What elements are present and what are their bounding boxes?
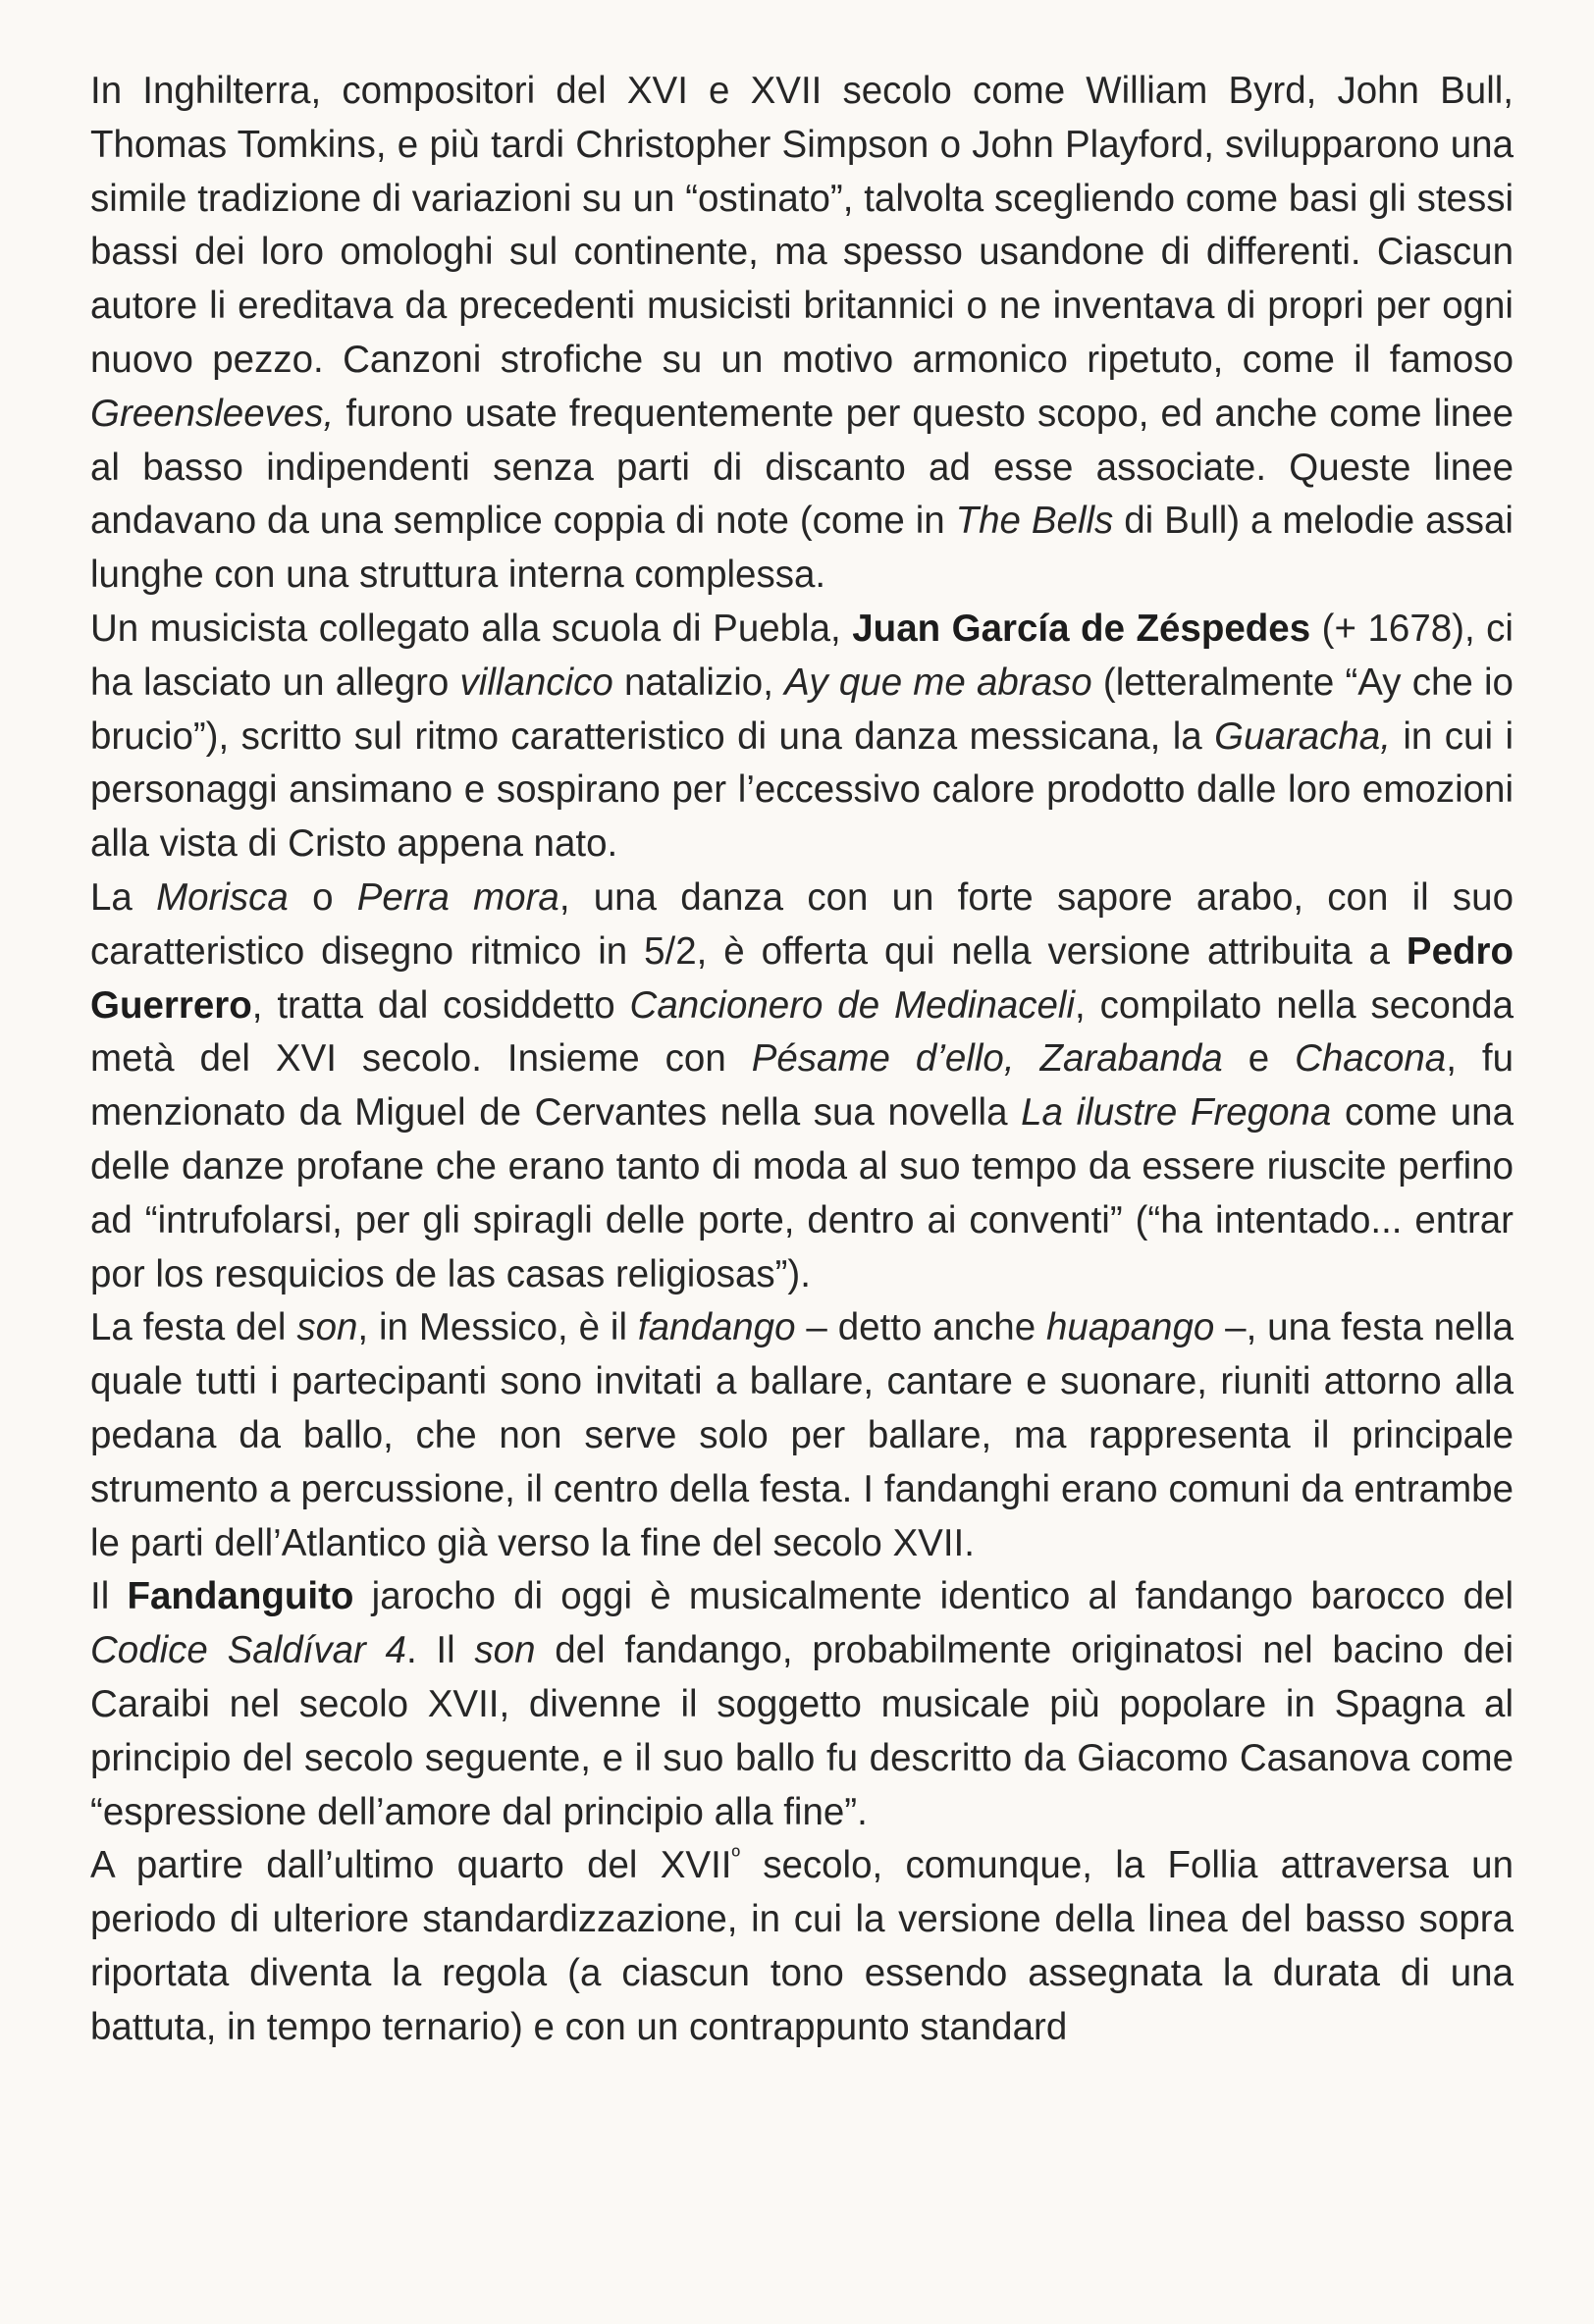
text-run: , tratta dal cosiddetto xyxy=(251,983,630,1027)
text-run: , fu menzionato da Miguel de Cervantes nella sua novella xyxy=(90,1037,1514,1135)
italic-title: Guaracha, xyxy=(1214,714,1391,758)
text-run: La xyxy=(90,875,157,919)
text-run: La festa del xyxy=(90,1306,297,1349)
text-run: A partire dall’ultimo quarto del XVII xyxy=(90,1844,732,1887)
text-run: Un musicista collegato alla scuola di Puebla, xyxy=(90,607,853,650)
text-run: furono usate frequentemente per questo scopo, ed anche come linee al basso indipendenti senza parti di discanto ad esse associate. Queste linee andavano da una semplice coppia di note (come in xyxy=(90,392,1514,543)
paragraph-morisca xyxy=(90,872,1514,1301)
italic-title: Greensleeves, xyxy=(90,392,335,435)
text-run: secolo, comunque, la Follia attraversa un periodo di ulteriore standardizzazione, in cui la versione della linea del basso sopra riportata diventa la regola (a ciascun tono essendo assegnata la durata di una battuta, in tempo ternario) e con un contrappunto standard xyxy=(90,1844,1514,2048)
text-run: – detto anche xyxy=(795,1306,1046,1349)
italic-title: Cancionero de Medinaceli xyxy=(629,983,1076,1027)
italic-title: villancico xyxy=(459,660,613,704)
text-run: , compilato nella seconda metà del XVI secolo. Insieme con xyxy=(90,983,1514,1081)
text-run: in cui i personaggi ansimano e sospirano per l’eccessivo calore prodotto dalle loro emozioni alla vista di Cristo appena nato. xyxy=(90,714,1514,866)
italic-title: Morisca xyxy=(156,875,289,919)
text-run: . Il xyxy=(405,1629,475,1672)
italic-title: La ilustre Fregona xyxy=(1021,1091,1332,1135)
italic-title: Chacona xyxy=(1295,1037,1447,1081)
document-body xyxy=(90,65,1514,2054)
paragraph-son-fandango xyxy=(90,1301,1514,1570)
paragraph-follia xyxy=(90,1839,1514,2054)
paragraph-fandanguito xyxy=(90,1570,1514,1839)
italic-title: Perra mora xyxy=(356,875,559,919)
text-run: come una delle danze profane che erano tanto di moda al suo tempo da essere riuscite perfino ad “intrufolarsi, per gli spiragli delle porte, dentro ai conventi” (“ha intentado... entrar por los resquicios de las casas religiosas”). xyxy=(90,1091,1514,1295)
bold-name: Pedro Guerrero xyxy=(90,929,1514,1027)
italic-title: fandango xyxy=(637,1306,796,1349)
italic-title: Pésame d’ello, Zarabanda xyxy=(751,1037,1223,1081)
superscript-ordinal: º xyxy=(731,1843,740,1870)
italic-title: son xyxy=(474,1629,536,1672)
text-run: e xyxy=(1222,1037,1296,1081)
text-run: o xyxy=(288,875,357,919)
italic-title: Codice Saldívar 4 xyxy=(90,1629,406,1672)
text-run: –, una festa nella quale tutti i partecipanti sono invitati a ballare, cantare e suonare, riuniti attorno alla pedana da ballo, che non serve solo per ballare, ma rappresenta il principale strumento a percussione, il centro della festa. I fandanghi erano comuni da entrambe le parti dell’Atlantico già verso la fine del secolo XVII. xyxy=(90,1306,1514,1564)
text-run: In Inghilterra, compositori del XVI e XVII secolo come William Byrd, John Bull, Thomas Tomkins, e più tardi Christopher Simpson o John Playford, svilupparono una simile tradizione di variazioni su un “ostinato”, talvolta scegliendo come basi gli stessi bassi dei loro omologhi sul continente, ma spesso usandone di differenti. Ciascun autore li ereditava da precedenti musicisti britannici o ne inventava di propri per ogni nuovo pezzo. Canzoni strofiche su un motivo armonico ripetuto, come il famoso xyxy=(90,70,1514,381)
text-run: (letteralmente “Ay che io brucio”), scritto sul ritmo caratteristico di una danza messicana, la xyxy=(90,660,1514,758)
text-run: , una danza con un forte sapore arabo, con il suo caratteristico disegno ritmico in 5/2, è offerta qui nella versione attribuita a xyxy=(90,875,1514,973)
paragraph-zespedes xyxy=(90,603,1514,872)
italic-title: The Bells xyxy=(955,500,1114,543)
text-run: di Bull) a melodie assai lunghe con una struttura interna complessa. xyxy=(90,500,1514,597)
text-run: Il xyxy=(90,1575,128,1618)
paragraph-byrd-bull xyxy=(90,65,1514,603)
italic-title: son xyxy=(296,1306,358,1349)
bold-name: Fandanguito xyxy=(127,1575,354,1618)
bold-name: Juan García de Zéspedes xyxy=(852,607,1311,650)
italic-title: huapango xyxy=(1046,1306,1215,1349)
text-run: jarocho di oggi è musicalmente identico al fandango barocco del xyxy=(353,1575,1514,1618)
text-run: (+ 1678), ci ha lasciato un allegro xyxy=(90,607,1514,704)
text-run: del fandango, probabilmente originatosi nel bacino dei Caraibi nel secolo XVII, divenne il soggetto musicale più popolare in Spagna al principio del secolo seguente, e il suo ballo fu descritto da Giacomo Casanova come “espressione dell’amore dal principio alla fine”. xyxy=(90,1629,1514,1833)
text-run: natalizio, xyxy=(612,660,785,704)
italic-title: Ay que me abraso xyxy=(784,660,1092,704)
text-run: , in Messico, è il xyxy=(357,1306,638,1349)
